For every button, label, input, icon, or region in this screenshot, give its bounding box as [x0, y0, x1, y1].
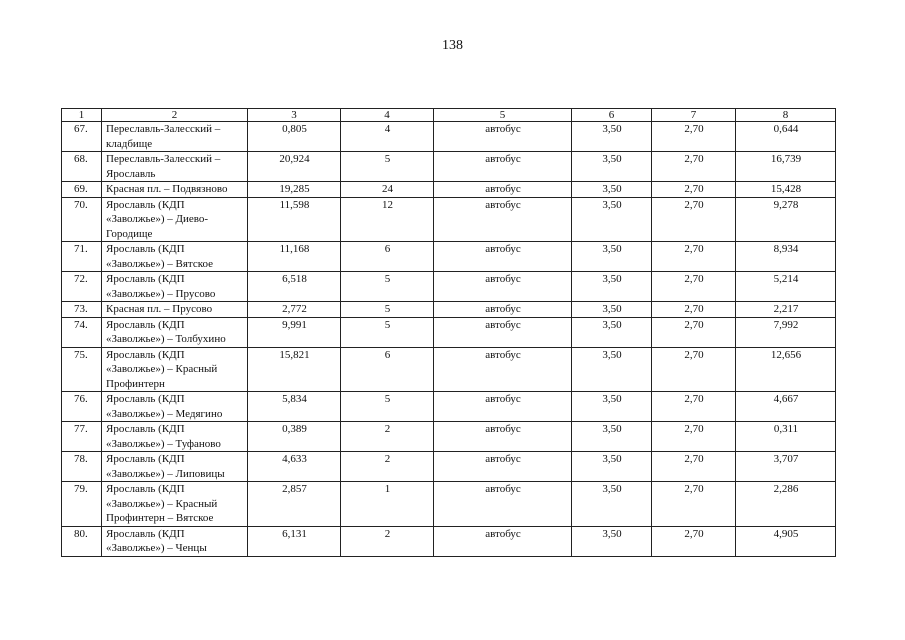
value-col-8: 4,905: [736, 526, 836, 556]
value-col-8: 2,286: [736, 482, 836, 527]
trip-count: 2: [341, 452, 434, 482]
route-name: Переславль-Залесский – Ярославль: [102, 152, 248, 182]
value-col-6: 3,50: [572, 392, 652, 422]
value-col-6: 3,50: [572, 317, 652, 347]
value-col-6: 3,50: [572, 422, 652, 452]
value-col-7: 2,70: [652, 272, 736, 302]
value-col-8: 7,992: [736, 317, 836, 347]
row-number: 67.: [62, 122, 102, 152]
route-length: 6,518: [248, 272, 341, 302]
table-row: [62, 197, 836, 242]
table-row: [62, 122, 836, 152]
route-name: Ярославль (КДП «Заволжье») – Вятское: [102, 242, 248, 272]
header-cell: 3: [248, 109, 341, 122]
value-col-6: 3,50: [572, 482, 652, 527]
route-length: 6,131: [248, 526, 341, 556]
header-cell: 1: [62, 109, 102, 122]
trip-count: 2: [341, 526, 434, 556]
trip-count: 12: [341, 197, 434, 242]
trip-count: 6: [341, 347, 434, 392]
value-col-8: 15,428: [736, 182, 836, 198]
value-col-6: 3,50: [572, 526, 652, 556]
transport-type: автобус: [434, 302, 572, 318]
header-cell: 4: [341, 109, 434, 122]
value-col-6: 3,50: [572, 182, 652, 198]
route-length: 2,857: [248, 482, 341, 527]
route-name: Красная пл. – Подвязново: [102, 182, 248, 198]
trip-count: 5: [341, 392, 434, 422]
transport-type: автобус: [434, 422, 572, 452]
value-col-6: 3,50: [572, 197, 652, 242]
value-col-7: 2,70: [652, 422, 736, 452]
table-row: [62, 347, 836, 392]
value-col-8: 16,739: [736, 152, 836, 182]
transport-type: автобус: [434, 347, 572, 392]
row-number: 73.: [62, 302, 102, 318]
value-col-7: 2,70: [652, 392, 736, 422]
value-col-8: 12,656: [736, 347, 836, 392]
row-number: 79.: [62, 482, 102, 527]
routes-table: [61, 108, 836, 557]
row-number: 78.: [62, 452, 102, 482]
value-col-8: 5,214: [736, 272, 836, 302]
transport-type: автобус: [434, 317, 572, 347]
route-name: Ярославль (КДП «Заволжье») – Толбухино: [102, 317, 248, 347]
trip-count: 24: [341, 182, 434, 198]
route-length: 9,991: [248, 317, 341, 347]
transport-type: автобус: [434, 197, 572, 242]
value-col-7: 2,70: [652, 122, 736, 152]
value-col-8: 4,667: [736, 392, 836, 422]
route-name: Ярославль (КДП «Заволжье») – Липовицы: [102, 452, 248, 482]
route-name: Ярославль (КДП «Заволжье») – Медягино: [102, 392, 248, 422]
route-length: 0,389: [248, 422, 341, 452]
row-number: 77.: [62, 422, 102, 452]
transport-type: автобус: [434, 242, 572, 272]
row-number: 80.: [62, 526, 102, 556]
table-row: [62, 152, 836, 182]
header-cell: 7: [652, 109, 736, 122]
route-name: Ярославль (КДП «Заволжье») – Красный Профинтерн: [102, 347, 248, 392]
route-length: 0,805: [248, 122, 341, 152]
transport-type: автобус: [434, 392, 572, 422]
route-length: 4,633: [248, 452, 341, 482]
table-row: [62, 317, 836, 347]
header-cell: 5: [434, 109, 572, 122]
row-number: 74.: [62, 317, 102, 347]
table-row: [62, 242, 836, 272]
trip-count: 1: [341, 482, 434, 527]
value-col-6: 3,50: [572, 347, 652, 392]
row-number: 75.: [62, 347, 102, 392]
transport-type: автобус: [434, 526, 572, 556]
row-number: 69.: [62, 182, 102, 198]
route-length: 20,924: [248, 152, 341, 182]
transport-type: автобус: [434, 122, 572, 152]
transport-type: автобус: [434, 152, 572, 182]
header-cell: 8: [736, 109, 836, 122]
route-name: Ярославль (КДП «Заволжье») – Диево-Городище: [102, 197, 248, 242]
header-cell: 2: [102, 109, 248, 122]
value-col-8: 8,934: [736, 242, 836, 272]
value-col-7: 2,70: [652, 526, 736, 556]
table-row: [62, 182, 836, 198]
value-col-6: 3,50: [572, 272, 652, 302]
route-length: 11,168: [248, 242, 341, 272]
row-number: 76.: [62, 392, 102, 422]
transport-type: автобус: [434, 272, 572, 302]
transport-type: автобус: [434, 182, 572, 198]
table-row: [62, 392, 836, 422]
value-col-7: 2,70: [652, 452, 736, 482]
value-col-8: 3,707: [736, 452, 836, 482]
value-col-8: 2,217: [736, 302, 836, 318]
route-name: Ярославль (КДП «Заволжье») – Ченцы: [102, 526, 248, 556]
value-col-6: 3,50: [572, 302, 652, 318]
row-number: 70.: [62, 197, 102, 242]
route-length: 5,834: [248, 392, 341, 422]
header-cell: 6: [572, 109, 652, 122]
route-name: Переславль-Залесский – кладбище: [102, 122, 248, 152]
route-length: 2,772: [248, 302, 341, 318]
row-number: 68.: [62, 152, 102, 182]
value-col-8: 9,278: [736, 197, 836, 242]
value-col-6: 3,50: [572, 452, 652, 482]
trip-count: 5: [341, 272, 434, 302]
route-name: Ярославль (КДП «Заволжье») – Красный Профинтерн – Вятское: [102, 482, 248, 527]
value-col-8: 0,311: [736, 422, 836, 452]
route-name: Ярославль (КДП «Заволжье») – Туфаново: [102, 422, 248, 452]
trip-count: 2: [341, 422, 434, 452]
trip-count: 5: [341, 317, 434, 347]
row-number: 71.: [62, 242, 102, 272]
value-col-7: 2,70: [652, 242, 736, 272]
value-col-8: 0,644: [736, 122, 836, 152]
value-col-7: 2,70: [652, 317, 736, 347]
trip-count: 6: [341, 242, 434, 272]
table-row: [62, 526, 836, 556]
value-col-6: 3,50: [572, 122, 652, 152]
value-col-7: 2,70: [652, 347, 736, 392]
transport-type: автобус: [434, 452, 572, 482]
route-length: 19,285: [248, 182, 341, 198]
table-row: [62, 302, 836, 318]
table-header-row: [62, 109, 836, 122]
table-row: [62, 452, 836, 482]
route-length: 15,821: [248, 347, 341, 392]
table-row: [62, 422, 836, 452]
value-col-6: 3,50: [572, 152, 652, 182]
value-col-7: 2,70: [652, 482, 736, 527]
value-col-7: 2,70: [652, 182, 736, 198]
value-col-7: 2,70: [652, 197, 736, 242]
value-col-7: 2,70: [652, 302, 736, 318]
value-col-6: 3,50: [572, 242, 652, 272]
route-name: Красная пл. – Прусово: [102, 302, 248, 318]
row-number: 72.: [62, 272, 102, 302]
value-col-7: 2,70: [652, 152, 736, 182]
trip-count: 5: [341, 152, 434, 182]
table-row: [62, 272, 836, 302]
route-name: Ярославль (КДП «Заволжье») – Прусово: [102, 272, 248, 302]
page-number: 138: [442, 38, 463, 53]
trip-count: 4: [341, 122, 434, 152]
trip-count: 5: [341, 302, 434, 318]
transport-type: автобус: [434, 482, 572, 527]
table-row: [62, 482, 836, 527]
route-length: 11,598: [248, 197, 341, 242]
